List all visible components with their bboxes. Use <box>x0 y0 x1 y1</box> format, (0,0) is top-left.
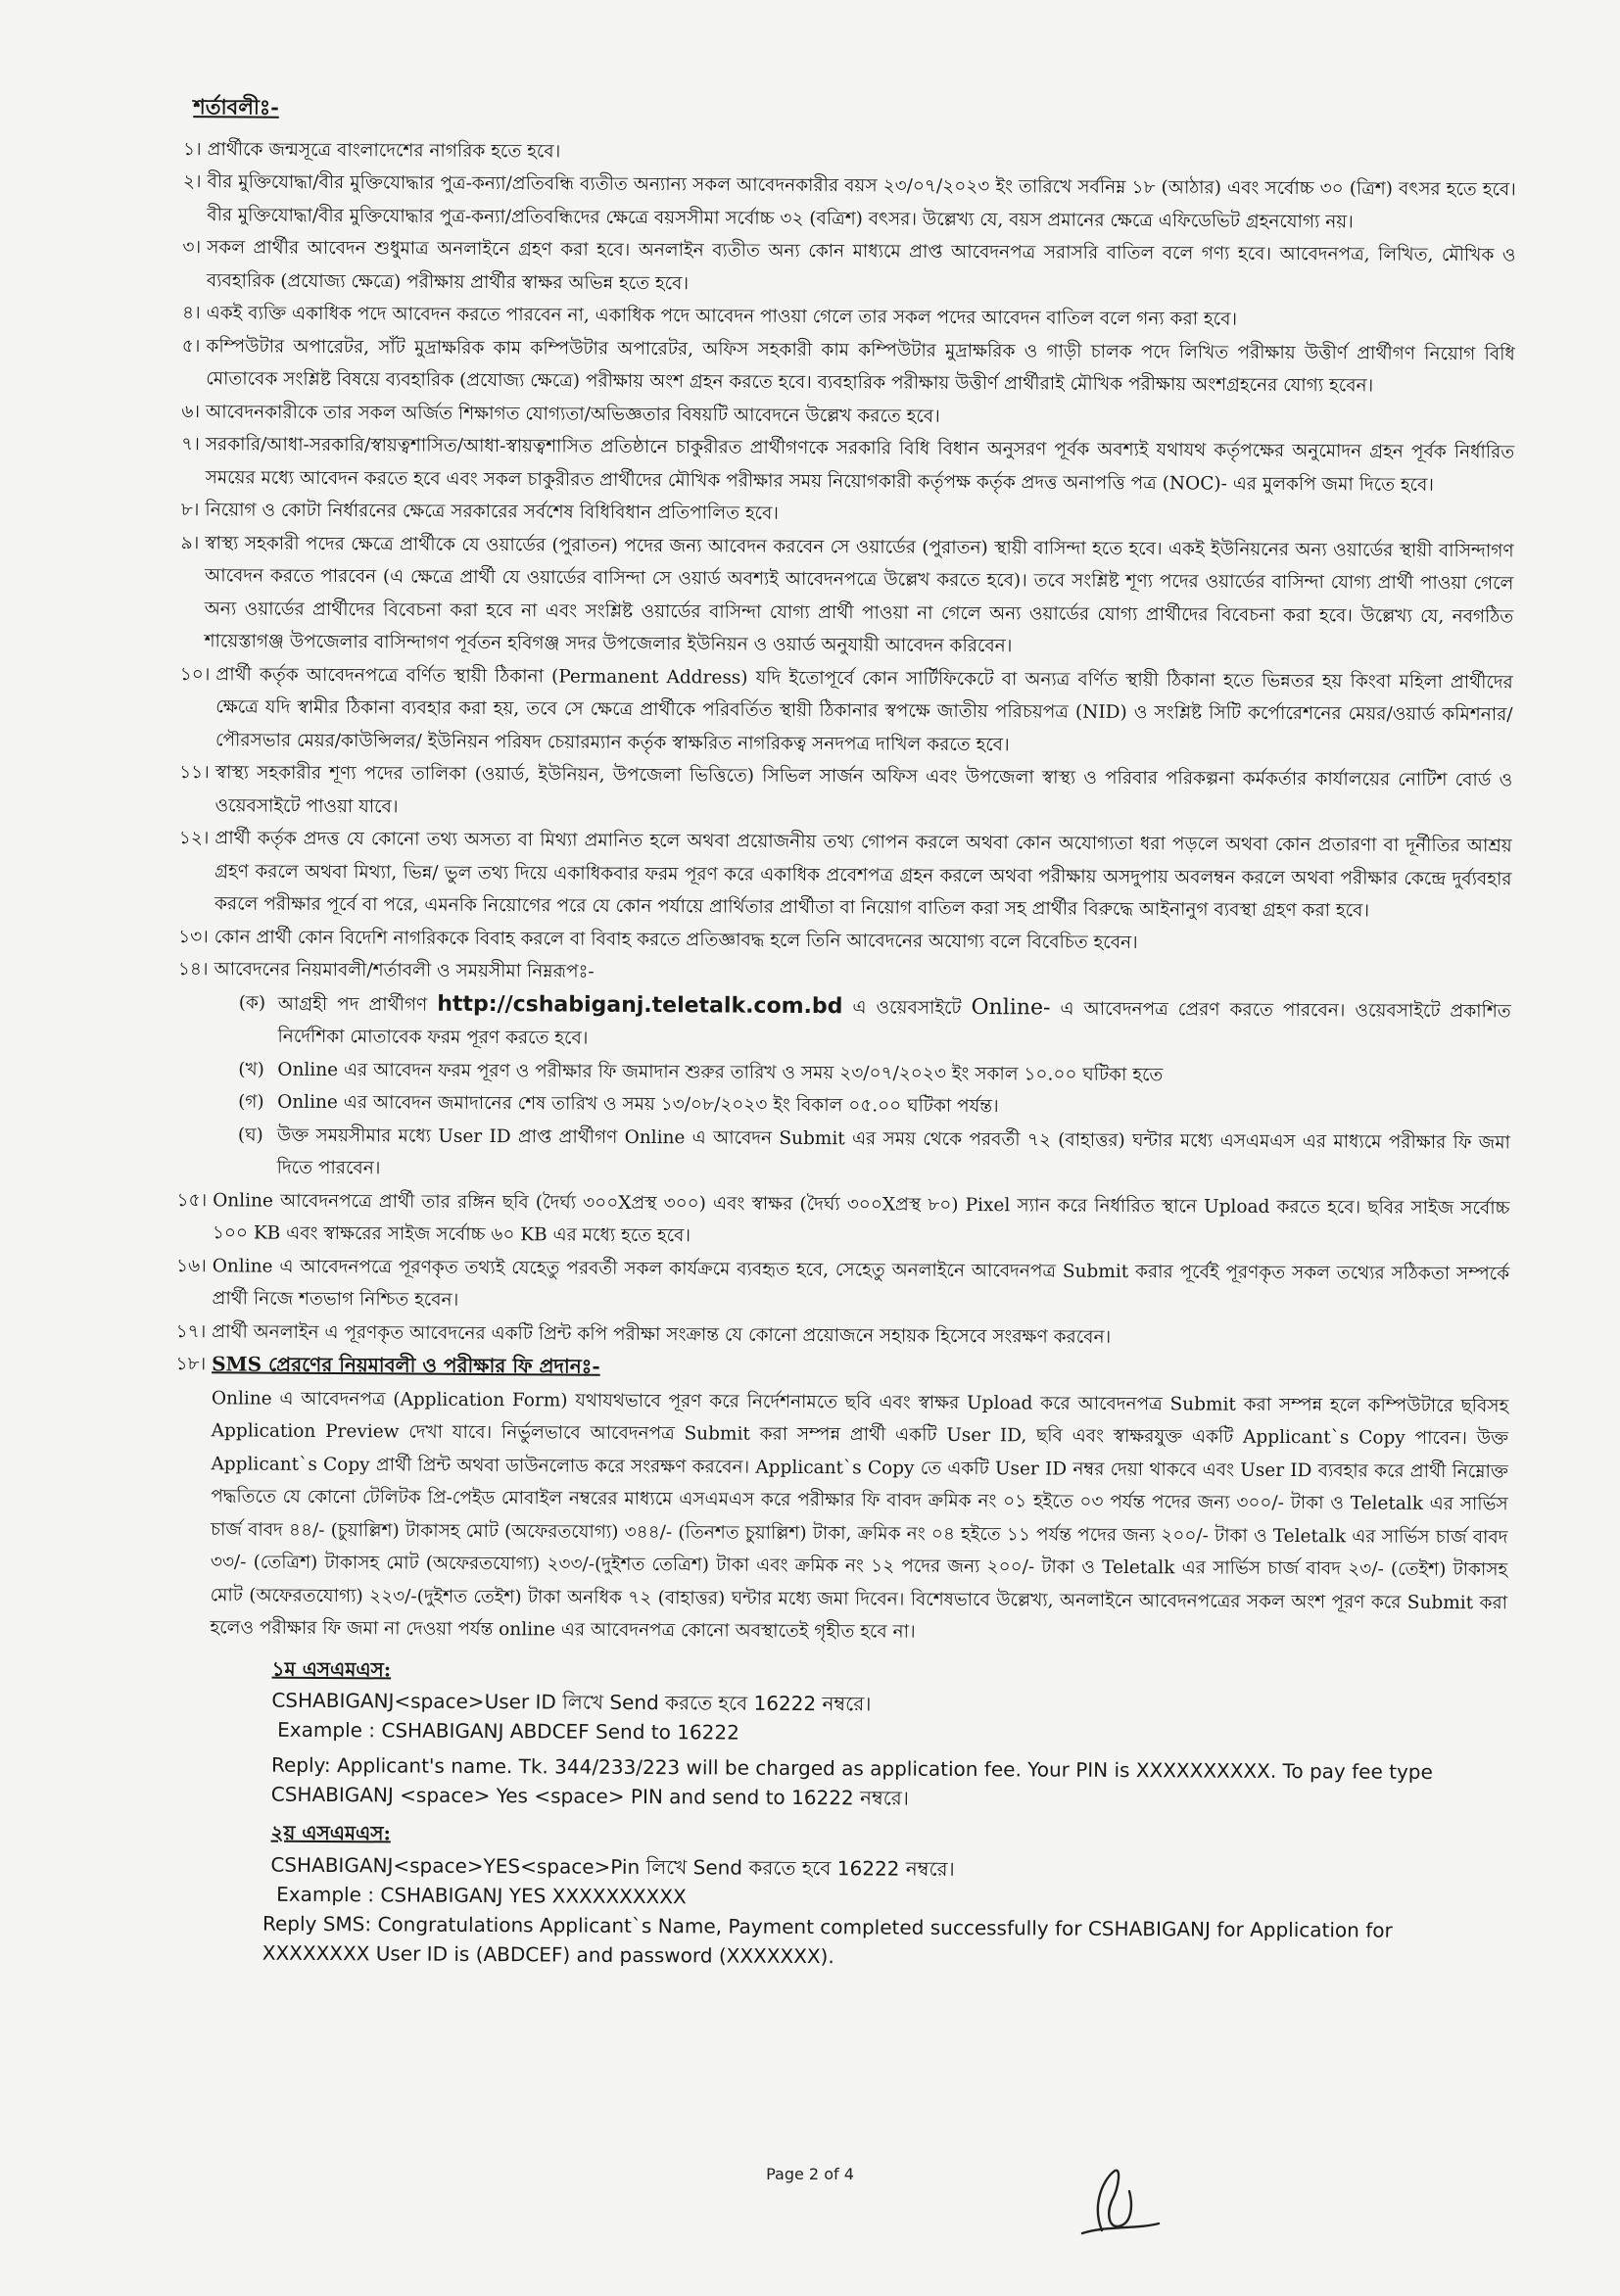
term-number: ৮। <box>180 500 200 521</box>
terms-heading: শর্তাবলীঃ- <box>193 94 279 120</box>
term-number: ১১। <box>179 762 210 784</box>
term-item-18 <box>175 1348 1509 1652</box>
term-number: ৬। <box>181 401 201 422</box>
sms-step1-format: CSHABIGANJ<space>User ID লিখে Send করতে হবে 16222 নম্বরে। <box>271 1688 872 1716</box>
term-text: Online আবেদনপত্রে প্রার্থী তার রঙ্গিন ছবি (দৈর্ঘ্য ৩০০Xপ্রস্থ ৩০০) এবং স্বাক্ষর (দৈর্ঘ্য ৩০০Xপ্রস্থ ৮০) Pixel স্যান করে নির্ধারিত স্থানে Upload করতে হবে। ছবির সাইজ সর্বোচ্চ ১০০ KB এবং স্বাক্ষরের সাইজ সর্বোচ্চ ৬০ KB এর মধ্যে হতে হবে। <box>212 1189 1510 1247</box>
terms-list-continued <box>175 1184 1510 1357</box>
term-text: স্বাস্থ্য সহকারীর শূণ্য পদের তালিকা (ওয়ার্ড, ইউনিয়ন, উপজেলা ভিত্তিতে) সিভিল সার্জন অফিস এবং উপজেলা স্বাস্থ্য ও পরিবার পরিকল্পনা কর্মকর্তার কার্যালয়ের নোটিশ বোর্ড ও ওয়েবসাইটে পাওয়া যাবে। <box>214 762 1513 817</box>
sub-item-gha: (ঘ) উক্ত সময়সীমার মধ্যে User ID প্রাপ্ত প্রার্থীগণ Online এ আবেদন Submit এর সময় থেকে পরবর্তী ৭২ (বাহাত্তর) ঘন্টার মধ্যে এসএমএস এর মাধ্যমে পরীক্ষার ফি জমা দিতে পারবেন। <box>238 1119 1510 1192</box>
term-number: ৯। <box>180 532 200 553</box>
signature-mark <box>1063 2147 1170 2245</box>
sms-step2-title: ২য় এসএমএস: <box>270 1820 391 1845</box>
sub-item-ga: (গ) Online এর আবেদন জমাদানের শেষ তারিখ ও সময় ১৩/০৮/২০২৩ ইং বিকাল ০৫.০০ ঘটিকা পর্যন্ত। <box>238 1085 1510 1125</box>
term-number: ১। <box>182 138 202 160</box>
sub-item-kha: (খ) Online এর আবেদন ফরম পূরণ ও পরীক্ষার ফি জমাদান শুরুর তারিখ ও সময় ২৩/০৭/২০২৩ ইং সকাল ১০.০০ ঘটিকা হতে <box>238 1053 1510 1093</box>
term-item <box>179 756 1513 830</box>
term-text: প্রার্থী কর্তৃক আবেদনপত্রে বর্ণিত স্থায়ী ঠিকানা (Permanent Address) যদি ইতোপূর্বে কোন সার্টিফিকেটে বা অন্যত্র বর্ণিত স্থায়ী ঠিকানা হতে ভিন্নতর হয় কিংবা মহিলা প্রার্থীদের ক্ষেত্রে যদি স্বামীর ঠিকানা ব্যবহার করা হয়, তবে সে ক্ষেত্রে প্রার্থীকে পরিবর্তিত স্থায়ী ঠিকানার স্বপক্ষে জাতীয় পরিচয়পত্র (NID) ও সংশ্লিষ্ট সিটি কর্পোরেশনের মেয়র/ওয়ার্ড কমিশনার/পৌরসভার মেয়র/কাউন্সিলর/ ইউনিয়ন পরিষদ চেয়ারম্যান কর্তৃক স্বাক্ষরিত নাগরিকত্ব সনদপত্র দাখিল করতে হবে। <box>214 663 1513 755</box>
terms-list <box>177 133 1516 994</box>
term-item <box>176 1184 1510 1258</box>
term-item <box>181 330 1515 404</box>
term-item <box>179 658 1513 765</box>
term-item <box>178 822 1512 929</box>
sms-step1-reply: Reply: Applicant's name. Tk. 344/233/223 will be charged as application fee. Your PIN is XXXXXXXXXX. To pay fee type CSHABIGANJ <space> Yes <space> PIN and send to 16222 নম্বরে। <box>270 1752 1433 1810</box>
term-number: ১৮। <box>175 1354 207 1375</box>
term-text: একই ব্যক্তি একাধিক পদে আবেদন করতে পারবেন না, একাধিক পদে আবেদন পাওয়া গেলে তার সকল পদের আবেদন বাতিল বলে গন্য করা হবে। <box>206 303 1238 330</box>
term-text: কম্পিউটার অপারেটর, সাঁট মুদ্রাক্ষরিক কাম কম্পিউটার অপারেটর, অফিস সহকারী কাম কম্পিউটার মুদ্রাক্ষরিক ও গাড়ী চালক পদে লিখিত পরীক্ষায় উত্তীর্ণ প্রার্থীগণ নিয়োগ বিধি মোতাবেক সংশ্লিষ্ট বিষয়ে ব্যবহারিক (প্রযোজ্য ক্ষেত্রে) পরীক্ষায় অংশ গ্রহন করতে হবে। ব্যবহারিক পরীক্ষায় উত্তীর্ণ প্রার্থীরাই মৌখিক পরীক্ষায় অংশগ্রহনের যোগ্য হবেন। <box>206 335 1515 397</box>
term-text: নিয়োগ ও কোটা নির্ধারনের ক্ষেত্রে সরকারের সর্বশেষ বিধিবিধান প্রতিপালিত হবে। <box>205 500 780 524</box>
term-item <box>182 166 1516 239</box>
term-text: কোন প্রার্থী কোন বিদেশি নাগরিককে বিবাহ করলে বা বিবাহ করতে প্রতিজ্ঞাবদ্ধ হলে তিনি আবেদনের অযোগ্য বলে বিবেচিত হবেন। <box>214 926 1138 953</box>
term-text: প্রার্থী কর্তৃক প্রদত্ত যে কোনো তথ্য অসত্য বা মিথ্যা প্রমানিত হলে অথবা প্রয়োজনীয় তথ্য গোপন করলে অথবা কোন অযোগ্যতা ধরা পড়লে অথবা কোন প্রতারণা বা দূর্নীতির আশ্রয় গ্রহণ করলে অথবা মিথ্যা, ভিন্ন/ ভুল তথ্য দিয়ে একাধিকবার ফরম পূরণ করে একাধিক প্রবেশপত্র গ্রহন করলে অথবা পরীক্ষায় অসদুপায় অবলম্বন করলে অথবা পরীক্ষার কেন্দ্রে দুর্ব্যবহার করলে পরীক্ষার পূর্বে বা পরে, এমনকি নিয়োগের পরে যে কোন পর্যায়ে প্রার্থিতার প্রার্থীতা বা নিয়োগ বাতিল করা সহ প্রার্থীর বিরুদ্ধে আইনানুগ ব্যবস্থা গ্রহণ করা হবে। <box>214 828 1512 922</box>
term-number: ৪। <box>181 303 201 324</box>
sms-rules-body: Online এ আবেদনপত্র (Application Form) যথাযথভাবে পূরণ করে নির্দেশনামতে ছবি এবং স্বাক্ষর Upload করে আবেদনপত্র Submit করা সম্পন্ন হলে কম্পিউটারে ছবিসহ Application Preview দেখা যাবে। নির্ভুলভাবে আবেদনপত্র Submit করা সম্পন্ন প্রার্থী একটি User ID, ছবি এবং স্বাক্ষরযুক্ত একটি Applicant`s Copy পাবেন। উক্ত Applicant`s Copy প্রার্থী প্রিন্ট অথবা ডাউনলোড করে সংরক্ষণ করবেন। Applicant`s Copy তে একটি User ID নম্বর দেয়া থাকবে এবং User ID ব্যবহার করে প্রার্থী নিম্নোক্ত পদ্ধতিতে যে কোনো টেলিটক প্রি-পেইড মোবাইল নম্বরের মাধ্যমে এসএমএস করে পরীক্ষার ফি বাবদ ক্রমিক নং ০১ হইতে ০৩ পর্যন্ত পদের জন্য ৩০০/- টাকা ও Teletalk এর সার্ভিস চার্জ বাবদ ৪৪/- (চুয়াল্লিশ) টাকাসহ মোট (অফেরতযোগ্য) ৩৪৪/- (তিনশত চুয়াল্লিশ) টাকা, ক্রমিক নং ০৪ হইতে ১১ পর্যন্ত পদের জন্য ২০০/- টাকা ও Teletalk এর সার্ভিস চার্জ বাবদ ৩৩/- (তেত্রিশ) টাকাসহ মোট (অফেরতযোগ্য) ২৩৩/-(দুইশত তেত্রিশ) টাকা এবং ক্রমিক নং ১২ পদের জন্য ২০০/- টাকা ও Teletalk এর সার্ভিস চার্জ বাবদ ২৩/- (তেইশ) টাকাসহ মোট (অফেরতযোগ্য) ২২৩/-(দুইশত তেইশ) টাকা অনধিক ৭২ (বাহাত্তর) ঘন্টার মধ্যে জমা দিবেন। বিশেষভাবে উল্লেখ্য, অনলাইনে আবেদনপত্রের সকল অংশ পূরণ করে Submit করা হলেও পরীক্ষার ফি জমা না দেওয়া পর্যন্ত online এর আবেদনপত্র কোনো অবস্থাতেই গৃহীত হবে না। <box>210 1387 1509 1643</box>
term-item <box>181 428 1515 502</box>
term-text: প্রার্থী অনলাইন এ পূরণকৃত আবেদনের একটি প্রিন্ট কপি পরীক্ষা সংক্রান্ত যে কোনো প্রয়োজনে সহায়ক হিসেবে সংরক্ষণ করবেন। <box>212 1320 1112 1348</box>
term-number: ১৭। <box>175 1320 207 1342</box>
sub-item-number: (ক) <box>238 991 266 1014</box>
sub-item-number: (গ) <box>238 1091 264 1113</box>
teletalk-website-link[interactable]: http://cshabiganj.teletalk.com.bd <box>437 991 843 1019</box>
term-item <box>182 231 1516 305</box>
sms-rules-heading: SMS প্রেরণের নিয়মাবলী ও পরীক্ষার ফি প্রদানঃ- <box>212 1352 600 1378</box>
term-number: ১০। <box>179 663 211 685</box>
sub-item-number: (ঘ) <box>237 1124 263 1146</box>
term-number: ১৬। <box>176 1255 207 1276</box>
term-number: ৫। <box>181 335 201 357</box>
sms-step1-title: ১ম এসএমএস: <box>271 1656 392 1681</box>
sms-instructions <box>262 1652 1507 1975</box>
term-text: আবেদনের নিয়মাবলী/শর্তাবলী ও সময়সীমা নিম্নরূপঃ- <box>214 959 595 982</box>
term-text: আবেদনকারীকে তার সকল অর্জিত শিক্ষাগত যোগ্যতা/অভিজ্ঞতার বিষয়টি আবেদনে উল্লেখ করতে হবে। <box>206 401 940 427</box>
term-number: ৩। <box>182 237 202 259</box>
term-number: ১৫। <box>176 1189 208 1211</box>
term-number: ৭। <box>181 434 200 455</box>
sms-step2-reply: Reply SMS: Congratulations Applicant`s Name, Payment completed successfully for CSHABIGANJ for Application for XXXXXXXX User ID is (ABDCEF) and password (XXXXXXX). <box>262 1911 1393 1968</box>
term-text: স্বাস্থ্য সহকারী পদের ক্ষেত্রে প্রার্থীকে যে ওয়ার্ডের (পুরাতন) পদের জন্য আবেদন করবেন সে ওয়ার্ডের (পুরাতন) স্থায়ী বাসিন্দা হতে হবে। একই ইউনিয়নের অন্য ওয়ার্ডের স্থায়ী বাসিন্দাগণ আবেদন করতে পারবেন (এ ক্ষেত্রে প্রার্থী যে ওয়ার্ডের বাসিন্দা সে ওয়ার্ড অবশ্যই আবেদনপত্রে উল্লেখ করতে হবে)। তবে সংশ্লিষ্ট শূণ্য পদের ওয়ার্ডের বাসিন্দা যোগ্য প্রার্থী পাওয়া গেলে অন্য ওয়ার্ডের প্রার্থীদের বিবেচনা করা হবে না এবং সংশ্লিষ্ট ওয়ার্ডের বাসিন্দা যোগ্য প্রার্থী পাওয়া না গেলে অন্য ওয়ার্ডের যোগ্য প্রার্থীদের বিবেচনা করা হবে। উল্লেখ্য যে, নবগঠিত শায়েস্তাগঞ্জ উপজেলার বাসিন্দাগণ পূর্বতন হবিগঞ্জ সদর উপজেলার ইউনিয়ন ও ওয়ার্ড অনুযায়ী আবেদন করিবেন। <box>204 532 1514 657</box>
term-item <box>176 1250 1510 1323</box>
sub-item-number: (খ) <box>238 1058 264 1080</box>
sub-item-ka: (ক) আগ্রহী পদ প্রার্থীগণ http://cshabiganj.teletalk.com.bd এ ওয়েবসাইটে Online- এ আবেদনপত্র প্রেরণ করতে পারবেন। ওয়েবসাইটে প্রকাশিত নির্দেশিকা মোতাবেক ফরম পূরণ করতে হবে। <box>238 986 1510 1061</box>
term-number: ১৩। <box>178 926 209 947</box>
term-text: বীর মুক্তিযোদ্ধা/বীর মুক্তিযোদ্ধার পুত্র-কন্যা/প্রতিবন্ধি ব্যতীত অন্যান্য সকল আবেদনকারীর বয়স ২৩/০৭/২০২৩ ইং তারিখে সর্বনিম্ন ১৮ (আঠার) এবং সর্বোচ্চ ৩০ (ত্রিশ) বৎসর হতে হবে। বীর মুক্তিযোদ্ধা/বীর মুক্তিযোদ্ধার পুত্র-কন্যা/প্রতিবন্ধিদের ক্ষেত্রে বয়সসীমা সর্বোচ্চ ৩২ (বত্রিশ) বৎসর। উল্লেখ্য যে, বয়স প্রমানের ক্ষেত্রে এফিডেভিট গ্রহনযোগ্য নয়। <box>207 171 1516 232</box>
term-number: ১২। <box>178 828 210 849</box>
term-number: ১৪। <box>177 959 209 981</box>
sms-step1-example: Example : CSHABIGANJ ABDCEF Send to 16222 <box>277 1717 739 1745</box>
term-item <box>180 527 1514 666</box>
page-number: Page 2 of 4 <box>766 2165 854 2183</box>
term-text: প্রার্থীকে জন্মসূত্রে বাংলাদেশের নাগরিক হতে হবে। <box>207 138 561 162</box>
sms-step2-example: Example : CSHABIGANJ YES XXXXXXXXXX <box>276 1882 687 1908</box>
term-text: Online এ আবেদনপত্রে পূরণকৃত তথ্যই যেহেতু পরবর্তী সকল কার্যক্রমে ব্যবহৃত হবে, সেহেতু অনলাইনে আবেদনপত্র Submit করার পূর্বেই পূরণকৃত সকল তথ্যের সঠিকতা সম্পর্কে প্রার্থী নিজে শতভাগ নিশ্চিত হবেন। <box>212 1255 1510 1311</box>
term-number: ২। <box>182 171 202 193</box>
term-text: সরকারি/আধা-সরকারি/স্বায়ত্বশাসিত/আধা-স্বায়ত্বশাসিত প্রতিষ্ঠানে চাকুরীরত প্রার্থীগণকে সরকারি বিধি বিধান অনুসরণ পূর্বক অবশ্যই যথাযথ কর্তৃপক্ষের অনুমোদন গ্রহন পূর্বক নির্ধারিত সময়ের মধ্যে আবেদন করতে হবে এবং সকল চাকুরীরত প্রার্থীদের মৌখিক পরীক্ষার সময় নিয়োগকারী কর্তৃপক্ষ কর্তৃক প্রদত্ত অনাপত্তি পত্র (NOC)- এর মুলকপি জমা দিতে হবে। <box>205 434 1515 496</box>
term-text: সকল প্রার্থীর আবেদন শুধুমাত্র অনলাইনে গ্রহণ করা হবে। অনলাইন ব্যতীত অন্য কোন মাধ্যমে প্রাপ্ত আবেদনপত্র সরাসরি বাতিল বলে গণ্য হবে। আবেদনপত্র, লিখিত, মৌখিক ও ব্যবহারিক (প্রযোজ্য ক্ষেত্রে) পরীক্ষায় প্রার্থীর স্বাক্ষর অভিন্ন হতে হবে। <box>206 237 1516 294</box>
sms-step2-format: CSHABIGANJ<space>YES<space>Pin লিখে Send করতে হবে 16222 নম্বরে। <box>270 1852 955 1881</box>
